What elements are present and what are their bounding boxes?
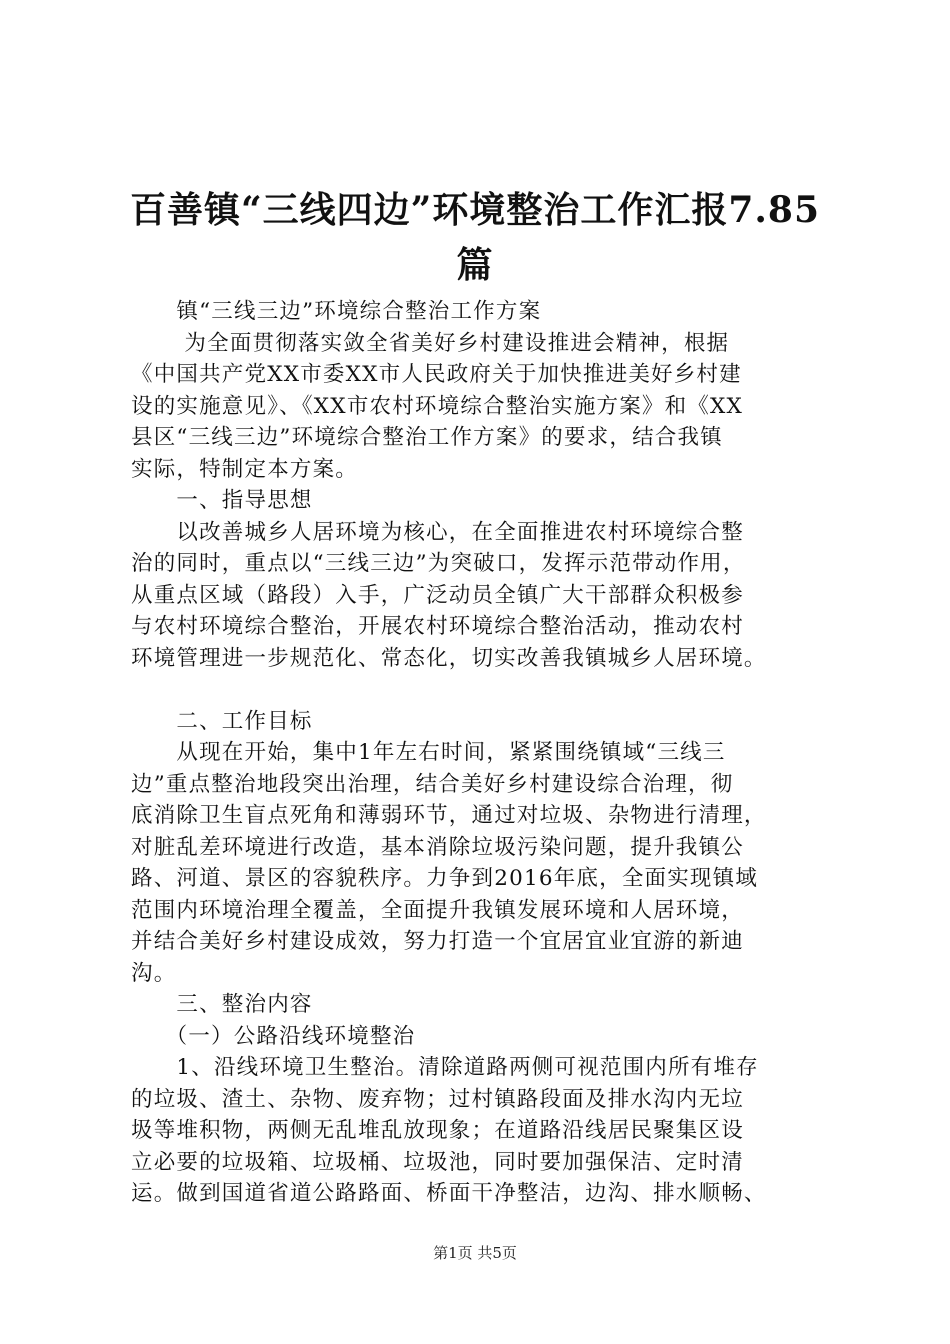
body-line: 环境管理进一步规范化、常态化，切实改善我镇城乡人居环境。 (131, 645, 767, 671)
body-line: 对脏乱差环境进行改造，基本消除垃圾污染问题，提升我镇公 (131, 834, 744, 860)
body-line: 的垃圾、渣土、杂物、废弃物；过村镇路段面及排水沟内无垃 (131, 1086, 744, 1112)
body-line: 二、工作目标 (131, 708, 313, 734)
body-line: 实际，特制定本方案。 (131, 456, 359, 482)
body-line: 从重点区域（路段）入手，广泛动员全镇广大干部群众积极参 (131, 582, 744, 608)
body-line: 以改善城乡人居环境为核心，在全面推进农村环境综合整 (131, 519, 744, 545)
body-line: 治的同时，重点以“三线三边”为突破口，发挥示范带动作用， (131, 551, 746, 576)
body-line: 沟。 (131, 960, 177, 986)
body-line: 县区“三线三边”环境综合整治工作方案》的要求，结合我镇 (131, 425, 723, 450)
body-line: 路、河道、景区的容貌秩序。力争到2016年底，全面实现镇域 (131, 866, 759, 891)
document-body (131, 296, 843, 1210)
body-line: 与农村环境综合整治，开展农村环境综合整治活动，推动农村 (131, 614, 744, 639)
body-line: 设的实施意见》、《XX市农村环境综合整治实施方案》和《XX (131, 393, 744, 419)
body-line: 为全面贯彻落实敛全省美好乡村建设推进会精神，根据 (131, 330, 730, 356)
body-line: 镇“三线三边”环境综合整治工作方案 (131, 299, 542, 324)
body-line: 并结合美好乡村建设成效，努力打造一个宜居宜业宜游的新迪 (131, 929, 744, 954)
body-line: （一）公路沿线环境整治 (131, 1023, 416, 1049)
body-line: 一、指导思想 (131, 488, 313, 513)
body-line: 1、沿线环境卫生整治。清除道路两侧可视范围内所有堆存 (131, 1055, 759, 1080)
body-line: 运。做到国道省道公路路面、桥面干净整洁，边沟、排水顺畅、 (131, 1181, 767, 1206)
document-title: 百善镇“三线四边”环境整治工作汇报7.85 (129, 189, 821, 231)
body-line: 圾等堆积物，两侧无乱堆乱放现象；在道路沿线居民聚集区设 (131, 1118, 744, 1143)
body-line: 范围内环境治理全覆盖，全面提升我镇发展环境和人居环境， (131, 897, 744, 923)
page-number: 第1页 共5页 (433, 1244, 517, 1262)
document-title-continued: 篇 (456, 244, 494, 286)
body-line: 三、整治内容 (131, 992, 313, 1017)
body-line: 《中国共产党XX市委XX市人民政府关于加快推进美好乡村建 (131, 362, 742, 387)
body-line (131, 674, 843, 706)
body-line: 立必要的垃圾箱、垃圾桶、垃圾池，同时要加强保洁、定时清 (131, 1149, 744, 1175)
body-line: 从现在开始，集中1年左右时间，紧紧围绕镇域“三线三 (131, 740, 726, 765)
body-line: 底消除卫生盲点死角和薄弱环节，通过对垃圾、杂物进行清理， (131, 803, 767, 828)
body-line: 边”重点整治地段突出治理，结合美好乡村建设综合治理，彻 (131, 771, 734, 797)
